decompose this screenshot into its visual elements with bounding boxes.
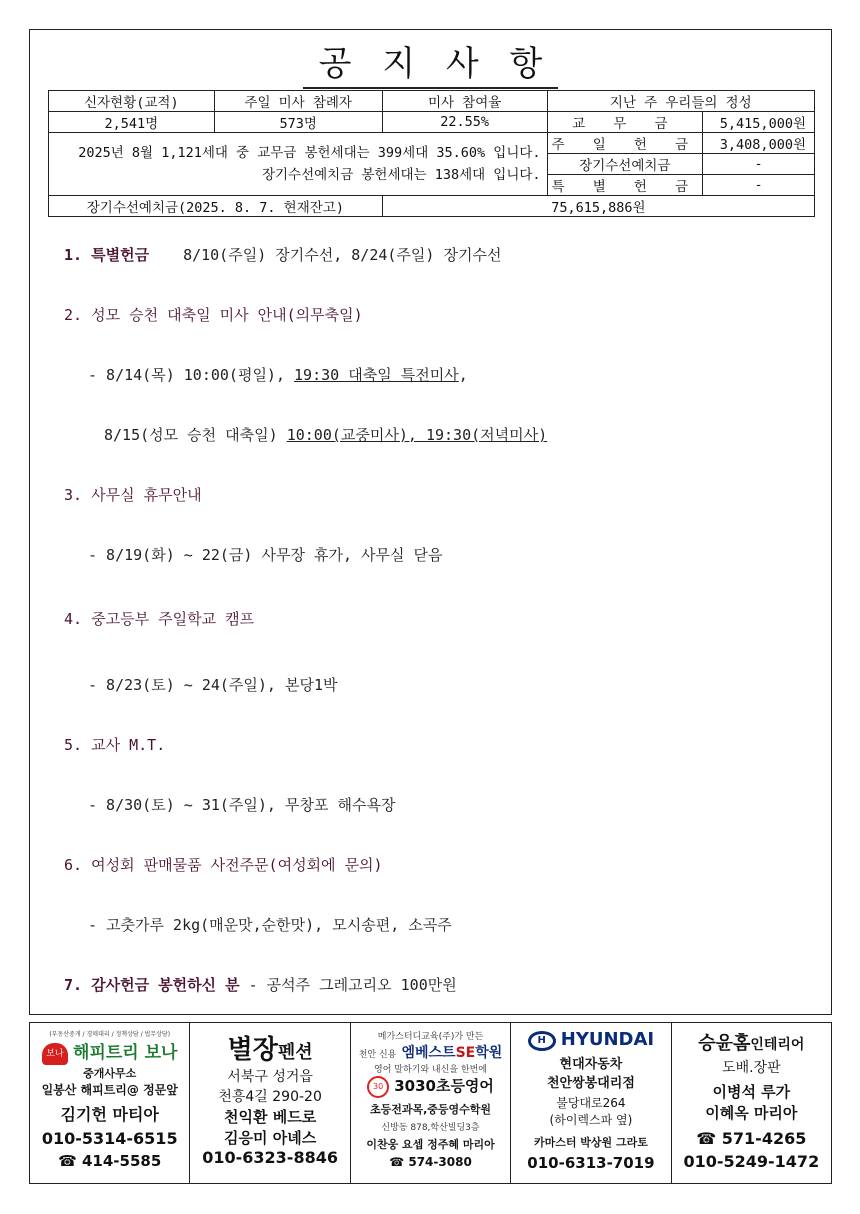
notice-3-heading: 3. 사무실 휴무안내 xyxy=(64,486,202,504)
badge-30-icon: 30 xyxy=(367,1076,389,1098)
heart-logo-icon: 보나 xyxy=(42,1043,68,1065)
header-attendance: 주일 미사 참례자 xyxy=(214,91,382,112)
stats-table xyxy=(48,90,815,217)
hyundai-logo-icon: H xyxy=(528,1031,556,1051)
believers-value: 2,541명 xyxy=(49,112,215,133)
offering-value: 3,408,000원 xyxy=(703,133,815,154)
notice-frame xyxy=(29,29,832,1015)
offering-value: - xyxy=(703,154,815,175)
ad-mbest: 메가스터디교육(주)가 만든 천안 신용 엠베스트SE학원 영어 말하기와 내신을 한번에 30 3030초등영어 초등전과목,중등영수학원 신방동 878,학산빌딩3층 이찬웅 요셉 정주혜 마리아 ☎ 574-3080 xyxy=(351,1023,511,1183)
ad-interior: 승윤홈인테리어 도배.장판 이병석 루가 이혜옥 마리아 ☎ 571-4265 010-5249-1472 xyxy=(683,1033,820,1171)
notice-1: 1. 특별헌금 8/10(주일) 장기수선, 8/24(주일) 장기수선 xyxy=(64,246,502,264)
balance-label: 장기수선예치금(2025. 8. 7. 현재잔고) xyxy=(49,196,383,217)
offering-value: - xyxy=(703,175,815,196)
notice-4-heading: 4. 중고등부 주일학교 캠프 xyxy=(64,610,255,628)
offering-label: 교 무 금 xyxy=(547,112,703,133)
ad-happytree: (부동산중개 / 경매대리 / 정책상담 / 법무상담) 보나 해피트리 보나 중개사무소 일봉산 해피트리@ 정문앞 김기헌 마티아 010-5314-6515 ☎ 414-5585 xyxy=(30,1023,190,1183)
offering-label: 장기수선예치금 xyxy=(547,154,703,175)
ad-pension: 별장펜션 서북구 성거읍 천흥4길 290-20 천익환 베드로 김응미 아녜스 010-6323-8846 xyxy=(190,1023,350,1183)
notice-7: 7. 감사헌금 봉헌하신 분 - 공석주 그레고리오 100만원 xyxy=(64,976,457,994)
notice-5-heading: 5. 교사 M.T. xyxy=(64,736,166,754)
offering-label: 주 일 헌 금 xyxy=(547,133,703,154)
offering-label: 특 별 헌 금 xyxy=(547,175,703,196)
header-rate: 미사 참여율 xyxy=(382,91,547,112)
household-note: 2025년 8월 1,121세대 중 교무금 봉헌세대는 399세대 35.60% 입니다. 장기수선예치금 봉헌세대는 138세대 입니다. xyxy=(49,133,548,196)
notice-5-body: - 8/30(토) ~ 31(주일), 무창포 해수욕장 xyxy=(88,796,396,814)
ad-hyundai: H HYUNDAI 현대자동차 천안쌍봉대리점 불당대로264 (하이렉스파 옆) 카마스터 박상원 그라토 010-6313-7019 xyxy=(511,1023,671,1183)
notice-2-line-2: 8/15(성모 승천 대축일) 10:00(교중미사), 19:30(저녁미사) xyxy=(104,426,548,444)
header-believers: 신자현황(교적) xyxy=(49,91,215,112)
notice-6-heading: 6. 여성회 판매물품 사전주문(여성회에 문의) xyxy=(64,856,383,874)
notice-2-heading: 2. 성모 승천 대축일 미사 안내(의무축일) xyxy=(64,306,363,324)
notice-6-body: - 고춧가루 2kg(매운맛,순한맛), 모시송편, 소곡주 xyxy=(88,916,452,934)
sponsor-ads xyxy=(29,1022,832,1184)
attendance-value: 573명 xyxy=(214,112,382,133)
notice-4-body: - 8/23(토) ~ 24(주일), 본당1박 xyxy=(88,676,338,694)
page-title: 공 지 사 항 xyxy=(30,36,831,89)
balance-value: 75,615,886원 xyxy=(382,196,814,217)
rate-value: 22.55% xyxy=(382,112,547,133)
notice-2-line-1: - 8/14(목) 10:00(평일), 19:30 대축일 특전미사, xyxy=(88,366,468,384)
header-offering: 지난 주 우리들의 정성 xyxy=(547,91,814,112)
offering-value: 5,415,000원 xyxy=(703,112,815,133)
notice-3-body: - 8/19(화) ~ 22(금) 사무장 휴가, 사무실 닫음 xyxy=(88,546,443,564)
